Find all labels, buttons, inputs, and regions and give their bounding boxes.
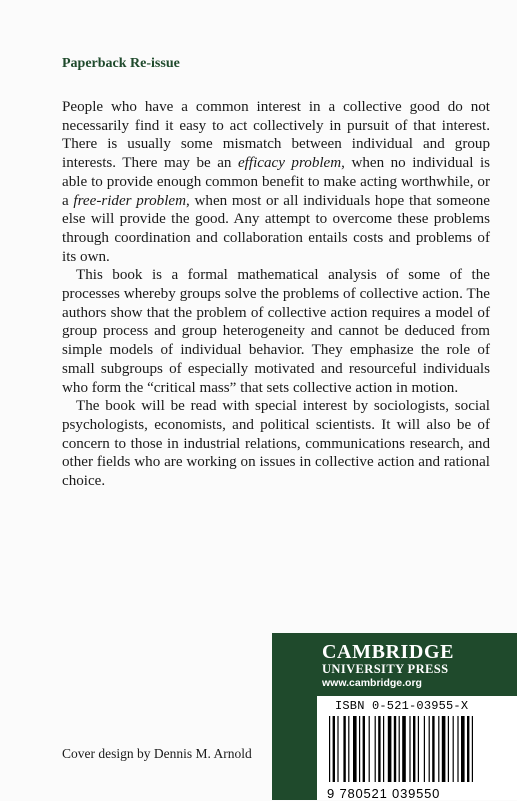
efficacy-problem-term: efficacy problem [237,155,342,172]
publisher-panel [272,633,517,800]
paragraph-3: The book will be read with special interest by sociologists, social psychologists, economists, and political scientists. It will also be of concern to those in industrial relations, communications research, and other fields who are working on issues in collective action and rational choice. [62,398,490,490]
isbn-label: ISBN 0-521-03955-X [335,699,469,713]
section-heading: Paperback Re-issue [62,56,180,71]
publisher-name: CAMBRIDGE [322,641,455,663]
cover-design-credit: Cover design by Dennis M. Arnold [62,746,252,761]
paragraph-2: This book is a formal mathematical analysis of some of the processes whereby groups solve the problems of collective action. The authors show that the problem of collective action requires a model of group process and group heterogeneity and cannot be deduced from simple models of individual behavior. They emphasize the role of small subgroups of especially motivated and resourceful individuals who form the “critical mass” that sets collective action in motion. [62,267,490,396]
barcode-icon [327,716,507,784]
publisher-url: www.cambridge.org [322,677,422,689]
publisher-subtitle: UNIVERSITY PRESS [322,662,449,676]
free-rider-problem-term: free-rider problem [73,192,187,209]
barcode-digits: 9 780521 039550 [327,786,441,801]
paragraph-1: People who have a common interest in a collective good do not necessarily find it easy to act collectively in pursuit of that interest. There is usually some mismatch between individual and group interests. There may be an efficacy problem, when no individual is able to provide enough common benefit to make acting worthwhile, or a free-rider problem, when most or all individuals hope that someone else will provide the good. Any attempt to overcome these problems through coordination and collaboration entails costs and problems of its own. [62,99,491,265]
barcode-panel [317,696,517,800]
description-text [62,98,490,491]
